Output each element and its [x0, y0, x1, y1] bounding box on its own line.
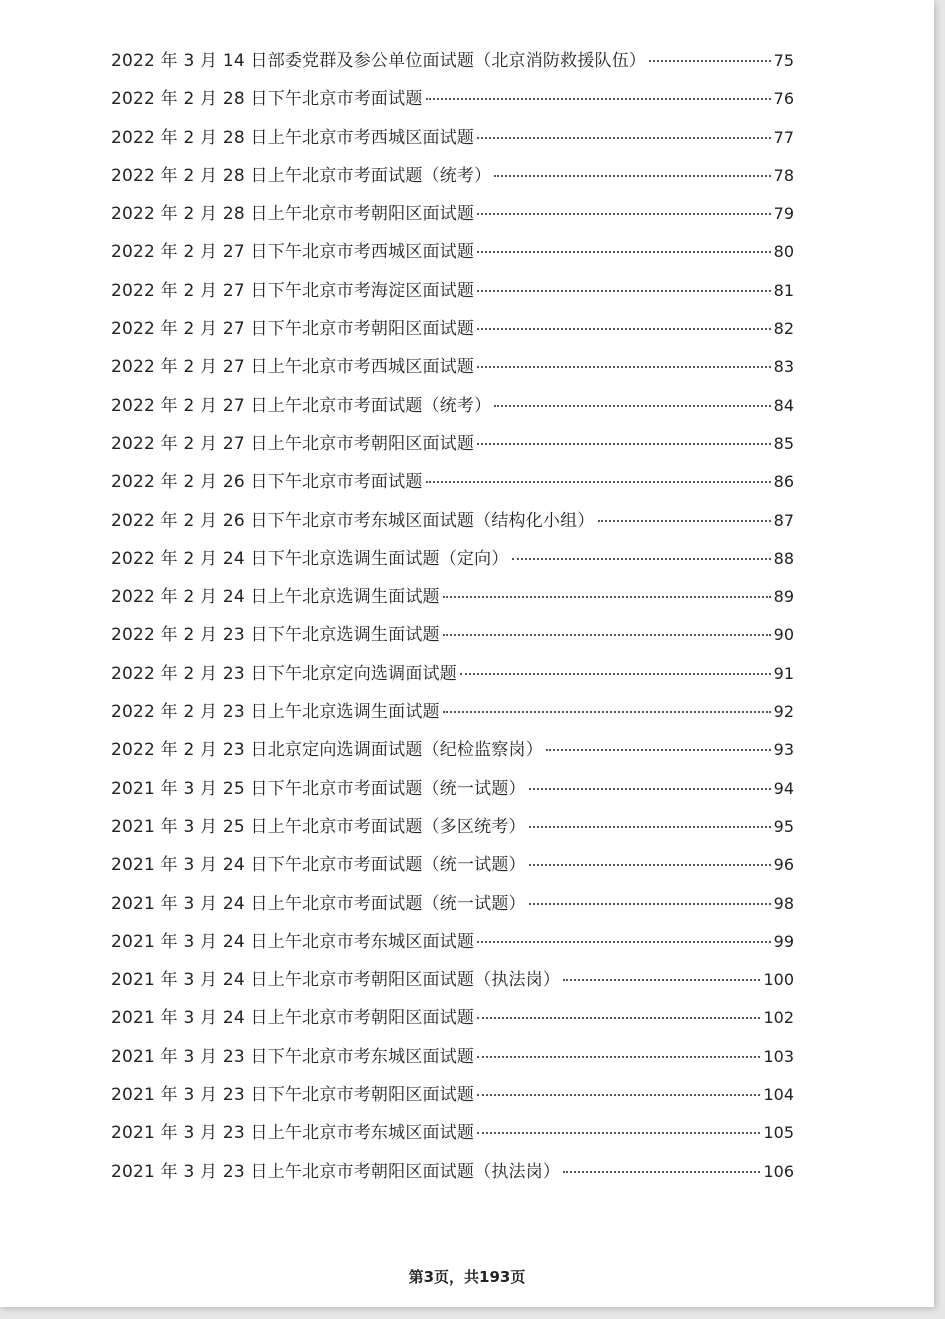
toc-entry[interactable] [111, 885, 794, 923]
toc-dot-leader [477, 290, 771, 292]
toc-entry-page-number: 105 [763, 1123, 794, 1143]
toc-entry-title: 2022 年 2 月 23 日上午北京选调生面试题 [111, 702, 440, 723]
toc-entry-title: 2022 年 2 月 23 日下午北京定向选调面试题 [111, 663, 457, 684]
toc-entry-title: 2022 年 2 月 27 日下午北京市考朝阳区面试题 [111, 319, 475, 340]
toc-dot-leader [477, 1094, 760, 1096]
table-of-contents [111, 42, 794, 1191]
toc-entry-title: 2022 年 2 月 24 日下午北京选调生面试题（定向） [111, 548, 509, 569]
toc-entry-page-number: 102 [763, 1008, 794, 1028]
toc-entry-page-number: 99 [773, 931, 794, 951]
toc-entry[interactable] [111, 387, 794, 425]
toc-dot-leader [443, 596, 771, 598]
toc-entry-page-number: 81 [773, 280, 794, 300]
toc-entry[interactable] [111, 616, 794, 654]
toc-dot-leader [477, 1056, 760, 1058]
toc-entry[interactable] [111, 961, 794, 999]
toc-entry[interactable] [111, 731, 794, 769]
toc-entry-title: 2022 年 2 月 28 日上午北京市考西城区面试题 [111, 127, 475, 148]
toc-entry-page-number: 87 [773, 510, 794, 530]
toc-entry[interactable] [111, 195, 794, 233]
toc-entry[interactable] [111, 846, 794, 884]
toc-entry-title: 2022 年 2 月 27 日上午北京市考西城区面试题 [111, 357, 475, 378]
toc-entry-title: 2022 年 2 月 23 日北京定向选调面试题（纪检监察岗） [111, 740, 543, 761]
toc-entry[interactable] [111, 540, 794, 578]
toc-dot-leader [477, 1132, 760, 1134]
toc-entry-page-number: 80 [773, 242, 794, 262]
toc-entry[interactable] [111, 693, 794, 731]
toc-dot-leader [443, 711, 771, 713]
toc-entry-title: 2022 年 2 月 23 日下午北京选调生面试题 [111, 625, 440, 646]
toc-dot-leader [477, 366, 771, 368]
toc-entry-page-number: 88 [773, 548, 794, 568]
toc-dot-leader [477, 941, 771, 943]
toc-entry-title: 2021 年 3 月 23 日上午北京市考东城区面试题 [111, 1123, 475, 1144]
toc-dot-leader [529, 903, 771, 905]
toc-entry-page-number: 106 [763, 1161, 794, 1181]
toc-entry-title: 2021 年 3 月 23 日下午北京市考朝阳区面试题 [111, 1085, 475, 1106]
toc-entry[interactable] [111, 157, 794, 195]
toc-entry-page-number: 104 [763, 1085, 794, 1105]
toc-entry-page-number: 89 [773, 587, 794, 607]
toc-dot-leader [649, 60, 771, 62]
toc-entry-page-number: 94 [773, 778, 794, 798]
toc-dot-leader [477, 1017, 760, 1019]
toc-entry-page-number: 86 [773, 472, 794, 492]
toc-dot-leader [598, 520, 771, 522]
toc-entry-title: 2021 年 3 月 24 日下午北京市考面试题（统一试题） [111, 855, 526, 876]
toc-entry-title: 2022 年 2 月 26 日下午北京市考面试题 [111, 472, 423, 493]
toc-entry-page-number: 93 [773, 740, 794, 760]
toc-entry-title: 2021 年 3 月 25 日下午北京市考面试题（统一试题） [111, 778, 526, 799]
toc-entry[interactable] [111, 1076, 794, 1114]
toc-entry-title: 2021 年 3 月 24 日上午北京市考面试题（统一试题） [111, 893, 526, 914]
toc-entry-page-number: 82 [773, 319, 794, 339]
toc-dot-leader [477, 137, 771, 139]
toc-entry-page-number: 92 [773, 702, 794, 722]
toc-entry-page-number: 75 [773, 51, 794, 70]
toc-entry[interactable] [111, 999, 794, 1037]
toc-entry[interactable] [111, 1153, 794, 1191]
toc-entry[interactable] [111, 655, 794, 693]
toc-entry[interactable] [111, 578, 794, 616]
toc-entry-page-number: 96 [773, 855, 794, 875]
toc-entry-title: 2022 年 2 月 28 日上午北京市考朝阳区面试题 [111, 204, 475, 225]
toc-entry-title: 2022 年 2 月 28 日上午北京市考面试题（统考） [111, 165, 492, 186]
toc-entry-title: 2021 年 3 月 24 日上午北京市考东城区面试题 [111, 931, 475, 952]
toc-dot-leader [426, 481, 771, 483]
toc-entry[interactable] [111, 1038, 794, 1076]
toc-entry-title: 2022 年 3 月 14 日部委党群及参公单位面试题（北京消防救援队伍） [111, 51, 647, 71]
toc-entry[interactable] [111, 233, 794, 271]
toc-entry-page-number: 95 [773, 816, 794, 836]
toc-entry-page-number: 84 [773, 395, 794, 415]
toc-entry[interactable] [111, 463, 794, 501]
toc-entry-title: 2022 年 2 月 24 日上午北京选调生面试题 [111, 587, 440, 608]
toc-dot-leader [529, 826, 771, 828]
toc-entry-page-number: 91 [773, 663, 794, 683]
toc-entry-page-number: 100 [763, 970, 794, 990]
toc-dot-leader [443, 634, 771, 636]
toc-entry-title: 2021 年 3 月 23 日下午北京市考东城区面试题 [111, 1046, 475, 1067]
toc-entry-title: 2022 年 2 月 27 日下午北京市考海淀区面试题 [111, 280, 475, 301]
toc-entry[interactable] [111, 272, 794, 310]
toc-dot-leader [512, 558, 771, 560]
page-footer: 第3页，共193页 [408, 1268, 526, 1286]
toc-entry-title: 2021 年 3 月 25 日上午北京市考面试题（多区统考） [111, 816, 526, 837]
toc-entry[interactable] [111, 502, 794, 540]
toc-entry[interactable] [111, 808, 794, 846]
toc-dot-leader [477, 251, 771, 253]
toc-dot-leader [477, 213, 771, 215]
toc-entry-page-number: 90 [773, 625, 794, 645]
toc-dot-leader [529, 788, 771, 790]
toc-dot-leader [494, 175, 770, 177]
toc-entry-page-number: 78 [773, 165, 794, 185]
toc-entry-title: 2022 年 2 月 26 日下午北京市考东城区面试题（结构化小组） [111, 510, 595, 531]
toc-entry[interactable] [111, 1114, 794, 1152]
toc-entry-page-number: 85 [773, 433, 794, 453]
toc-entry[interactable] [111, 923, 794, 961]
toc-entry-title: 2021 年 3 月 23 日上午北京市考朝阳区面试题（执法岗） [111, 1161, 561, 1182]
toc-entry[interactable] [111, 42, 794, 80]
toc-dot-leader [477, 443, 771, 445]
toc-dot-leader [426, 98, 771, 100]
toc-entry-page-number: 98 [773, 893, 794, 913]
toc-entry-page-number: 79 [773, 204, 794, 224]
toc-entry-title: 2022 年 2 月 28 日下午北京市考面试题 [111, 89, 423, 110]
toc-entry[interactable] [111, 80, 794, 118]
toc-dot-leader [563, 979, 760, 981]
toc-entry[interactable] [111, 310, 794, 348]
toc-dot-leader [563, 1171, 760, 1173]
toc-entry-title: 2022 年 2 月 27 日下午北京市考西城区面试题 [111, 242, 475, 263]
toc-entry[interactable] [111, 425, 794, 463]
toc-entry[interactable] [111, 119, 794, 157]
toc-entry-title: 2021 年 3 月 24 日上午北京市考朝阳区面试题 [111, 1008, 475, 1029]
toc-entry-title: 2022 年 2 月 27 日上午北京市考朝阳区面试题 [111, 433, 475, 454]
toc-entry[interactable] [111, 770, 794, 808]
toc-dot-leader [477, 328, 771, 330]
toc-dot-leader [546, 749, 771, 751]
toc-entry-page-number: 83 [773, 357, 794, 377]
toc-entry[interactable] [111, 348, 794, 386]
toc-entry-page-number: 103 [763, 1046, 794, 1066]
toc-entry-page-number: 77 [773, 127, 794, 147]
toc-dot-leader [494, 405, 770, 407]
toc-dot-leader [529, 864, 771, 866]
toc-entry-page-number: 76 [773, 89, 794, 109]
toc-entry-title: 2022 年 2 月 27 日上午北京市考面试题（统考） [111, 395, 492, 416]
toc-entry-title: 2021 年 3 月 24 日上午北京市考朝阳区面试题（执法岗） [111, 970, 561, 991]
toc-dot-leader [460, 673, 771, 675]
